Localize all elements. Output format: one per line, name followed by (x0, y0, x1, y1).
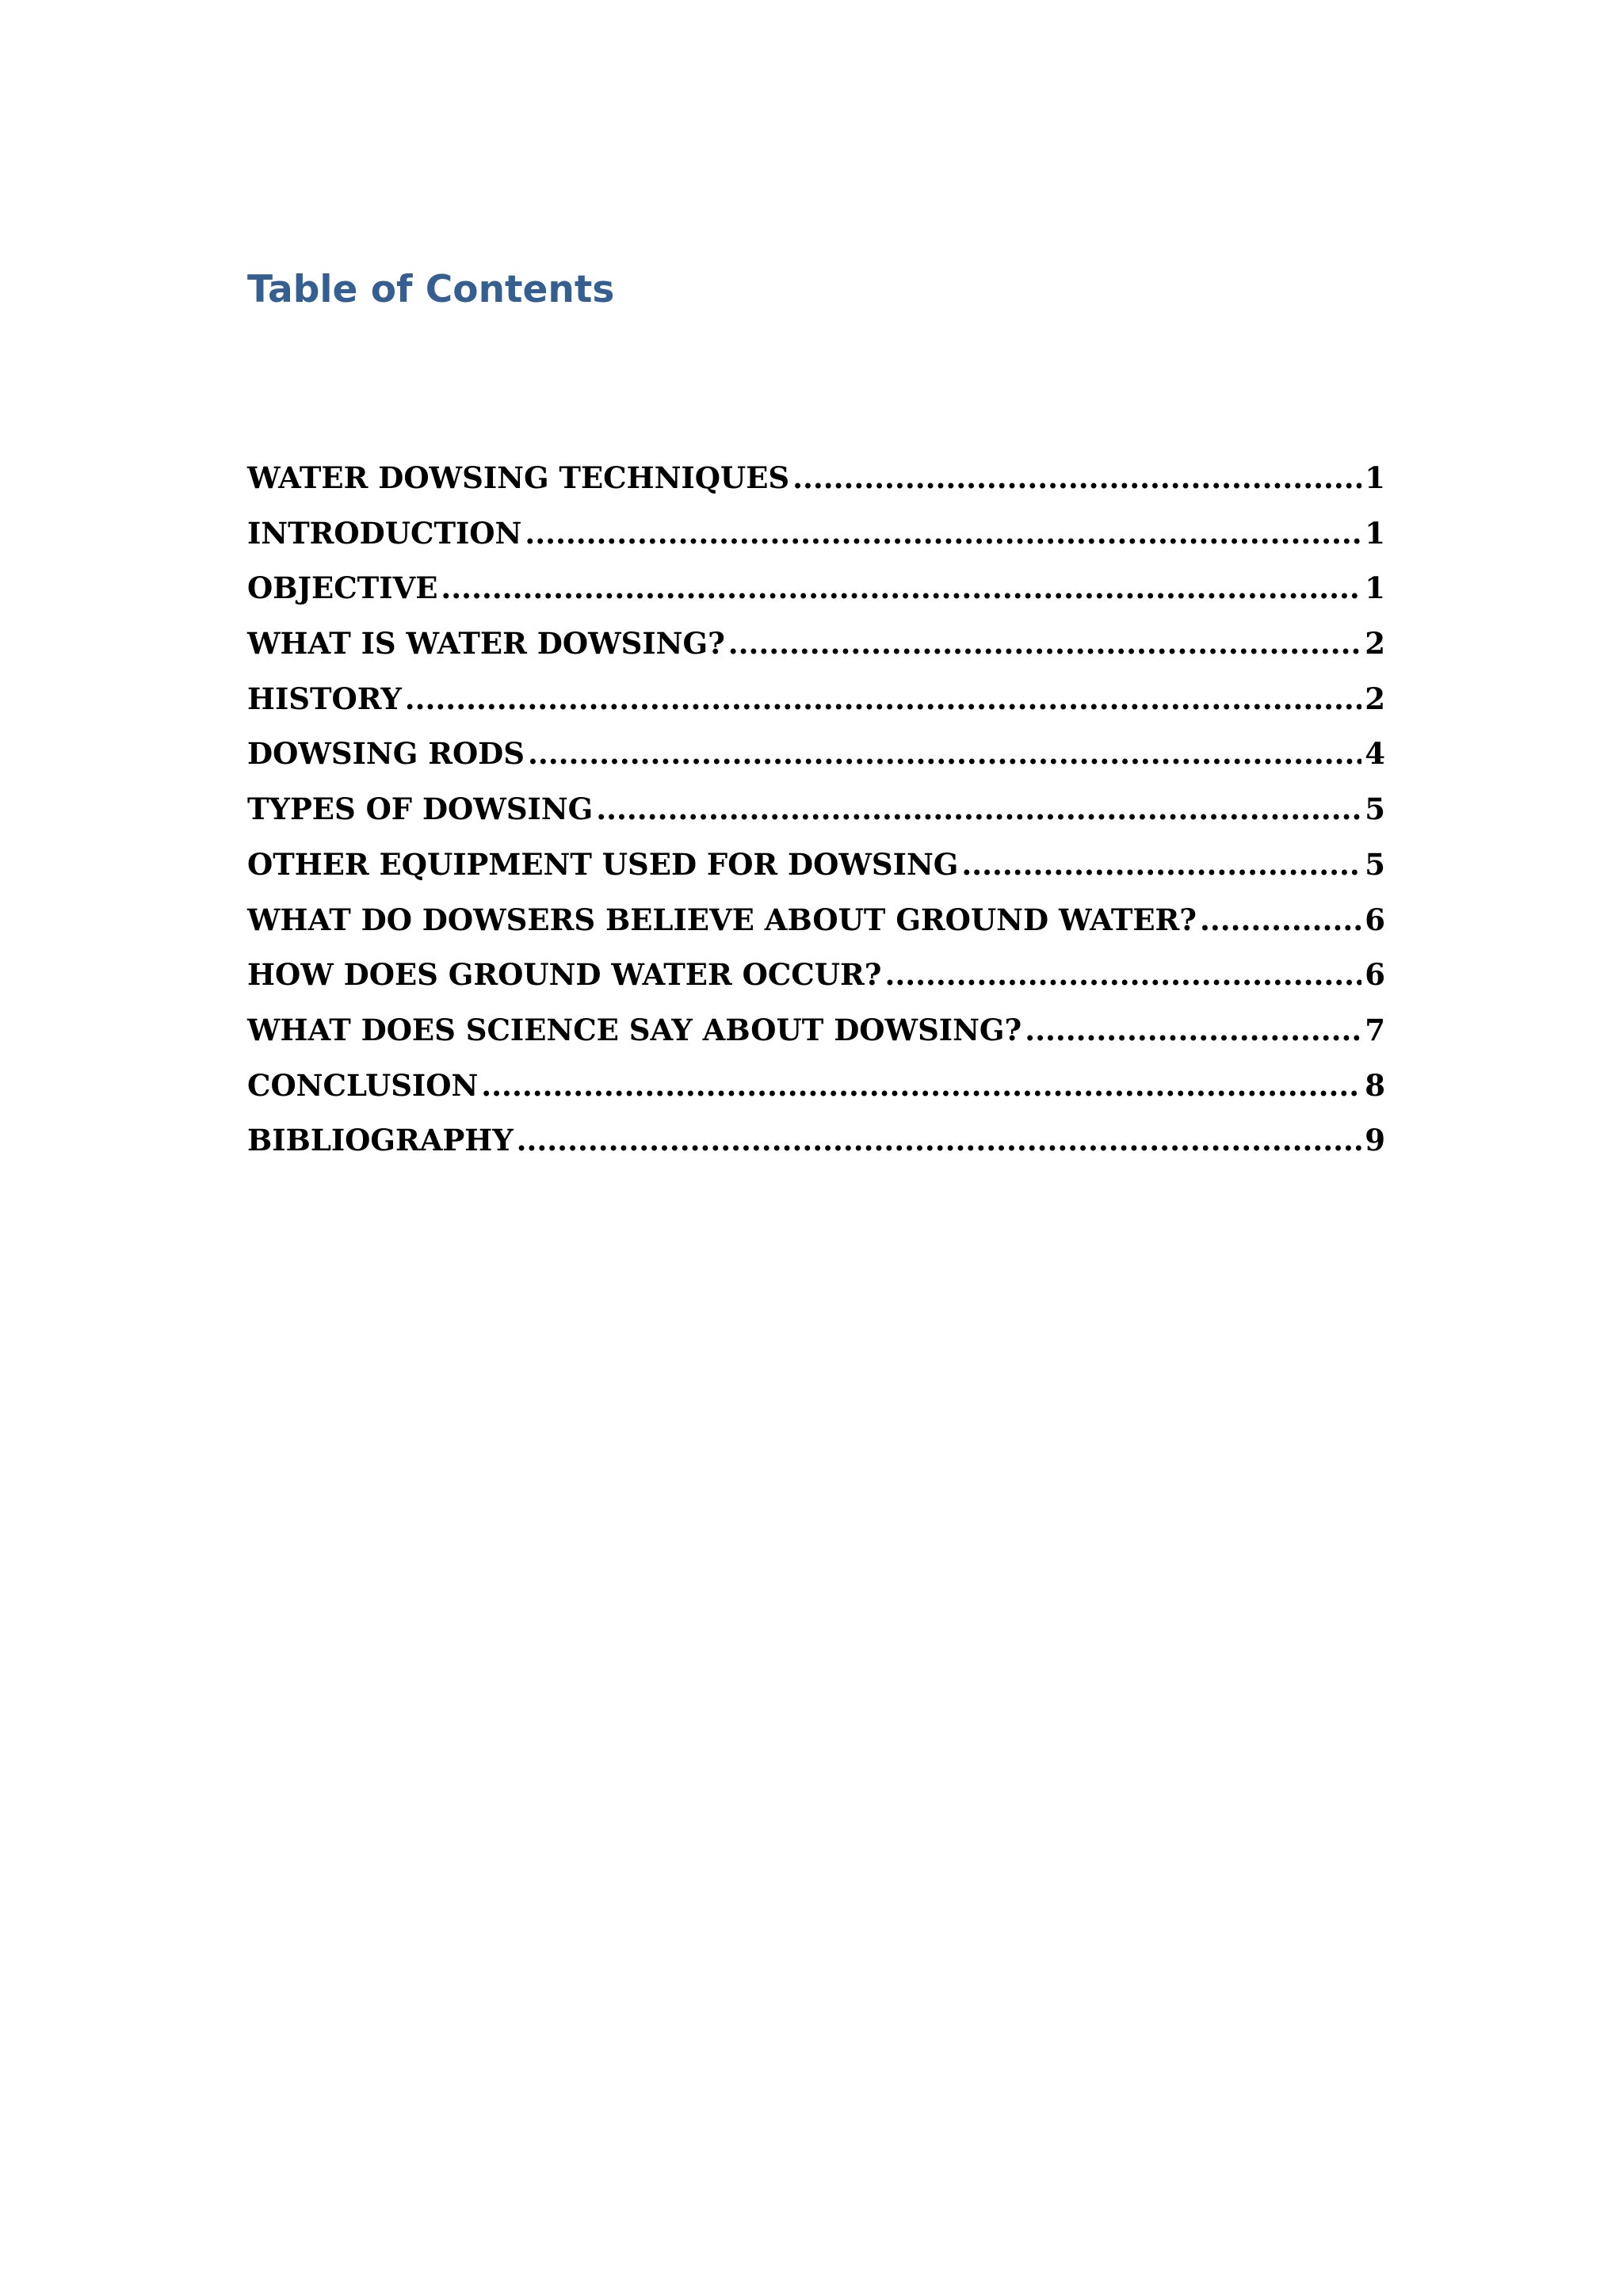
toc-page-number: 2 (1365, 626, 1385, 662)
toc-entry-label: OTHER EQUIPMENT USED FOR DOWSING (247, 846, 959, 882)
toc-entry-label: DOWSING RODS (247, 736, 525, 772)
toc-dot-leader (596, 786, 1361, 832)
toc-dot-leader (792, 455, 1361, 501)
toc-page-number: 4 (1365, 736, 1385, 772)
toc-entry-label: WATER DOWSING TECHNIQUES (247, 460, 790, 495)
toc-entry-water-dowsing-techniques[interactable] (247, 455, 1385, 510)
toc-entry-label: INTRODUCTION (247, 515, 522, 551)
toc-page-number: 1 (1365, 570, 1385, 606)
toc-entry-science-say[interactable] (247, 1007, 1385, 1062)
toc-dot-leader (1025, 1007, 1361, 1053)
toc-entry-dowsing-rods[interactable] (247, 730, 1385, 786)
toc-dot-leader (1200, 897, 1361, 943)
toc-dot-leader (441, 565, 1361, 611)
toc-dot-leader (525, 510, 1361, 556)
toc-page-number: 7 (1365, 1012, 1385, 1047)
toc-entry-dowsers-believe[interactable] (247, 897, 1385, 952)
toc-dot-leader (728, 620, 1362, 666)
toc-entry-ground-water-occur[interactable] (247, 952, 1385, 1007)
toc-entry-label: HOW DOES GROUND WATER OCCUR? (247, 957, 882, 993)
toc-entry-label: WHAT IS WATER DOWSING? (247, 626, 725, 662)
toc-title: Table of Contents (247, 268, 615, 311)
toc-entry-label: TYPES OF DOWSING (247, 791, 594, 827)
toc-entry-label: WHAT DOES SCIENCE SAY ABOUT DOWSING? (247, 1012, 1022, 1047)
toc-page-number: 1 (1365, 515, 1385, 551)
toc-page-number: 6 (1365, 902, 1385, 937)
toc-entry-bibliography[interactable] (247, 1117, 1385, 1173)
toc-page-number: 5 (1365, 791, 1385, 827)
toc-page-number: 1 (1365, 460, 1385, 495)
toc-entry-label: OBJECTIVE (247, 570, 438, 606)
toc-entry-label: CONCLUSION (247, 1067, 479, 1103)
toc-entry-label: WHAT DO DOWSERS BELIEVE ABOUT GROUND WATER? (247, 902, 1197, 937)
toc-entry-conclusion[interactable] (247, 1062, 1385, 1118)
toc-dot-leader (961, 841, 1361, 887)
toc-page-number: 6 (1365, 957, 1385, 993)
toc-entry-types-of-dowsing[interactable] (247, 786, 1385, 841)
toc-entry-history[interactable] (247, 676, 1385, 731)
toc-dot-leader (884, 952, 1361, 997)
toc-page-number: 2 (1365, 681, 1385, 716)
toc-entry-objective[interactable] (247, 565, 1385, 620)
toc-dot-leader (528, 730, 1361, 776)
toc-entry-introduction[interactable] (247, 510, 1385, 566)
toc-page-number: 9 (1365, 1123, 1385, 1158)
toc-entry-label: BIBLIOGRAPHY (247, 1123, 514, 1158)
toc-list (247, 455, 1385, 1173)
toc-entry-what-is-water-dowsing[interactable] (247, 620, 1385, 676)
toc-dot-leader (481, 1062, 1361, 1108)
toc-entry-other-equipment[interactable] (247, 841, 1385, 897)
toc-page-number: 8 (1365, 1067, 1385, 1103)
toc-dot-leader (405, 676, 1361, 722)
toc-page-number: 5 (1365, 846, 1385, 882)
toc-dot-leader (517, 1117, 1362, 1163)
toc-entry-label: HISTORY (247, 681, 402, 716)
